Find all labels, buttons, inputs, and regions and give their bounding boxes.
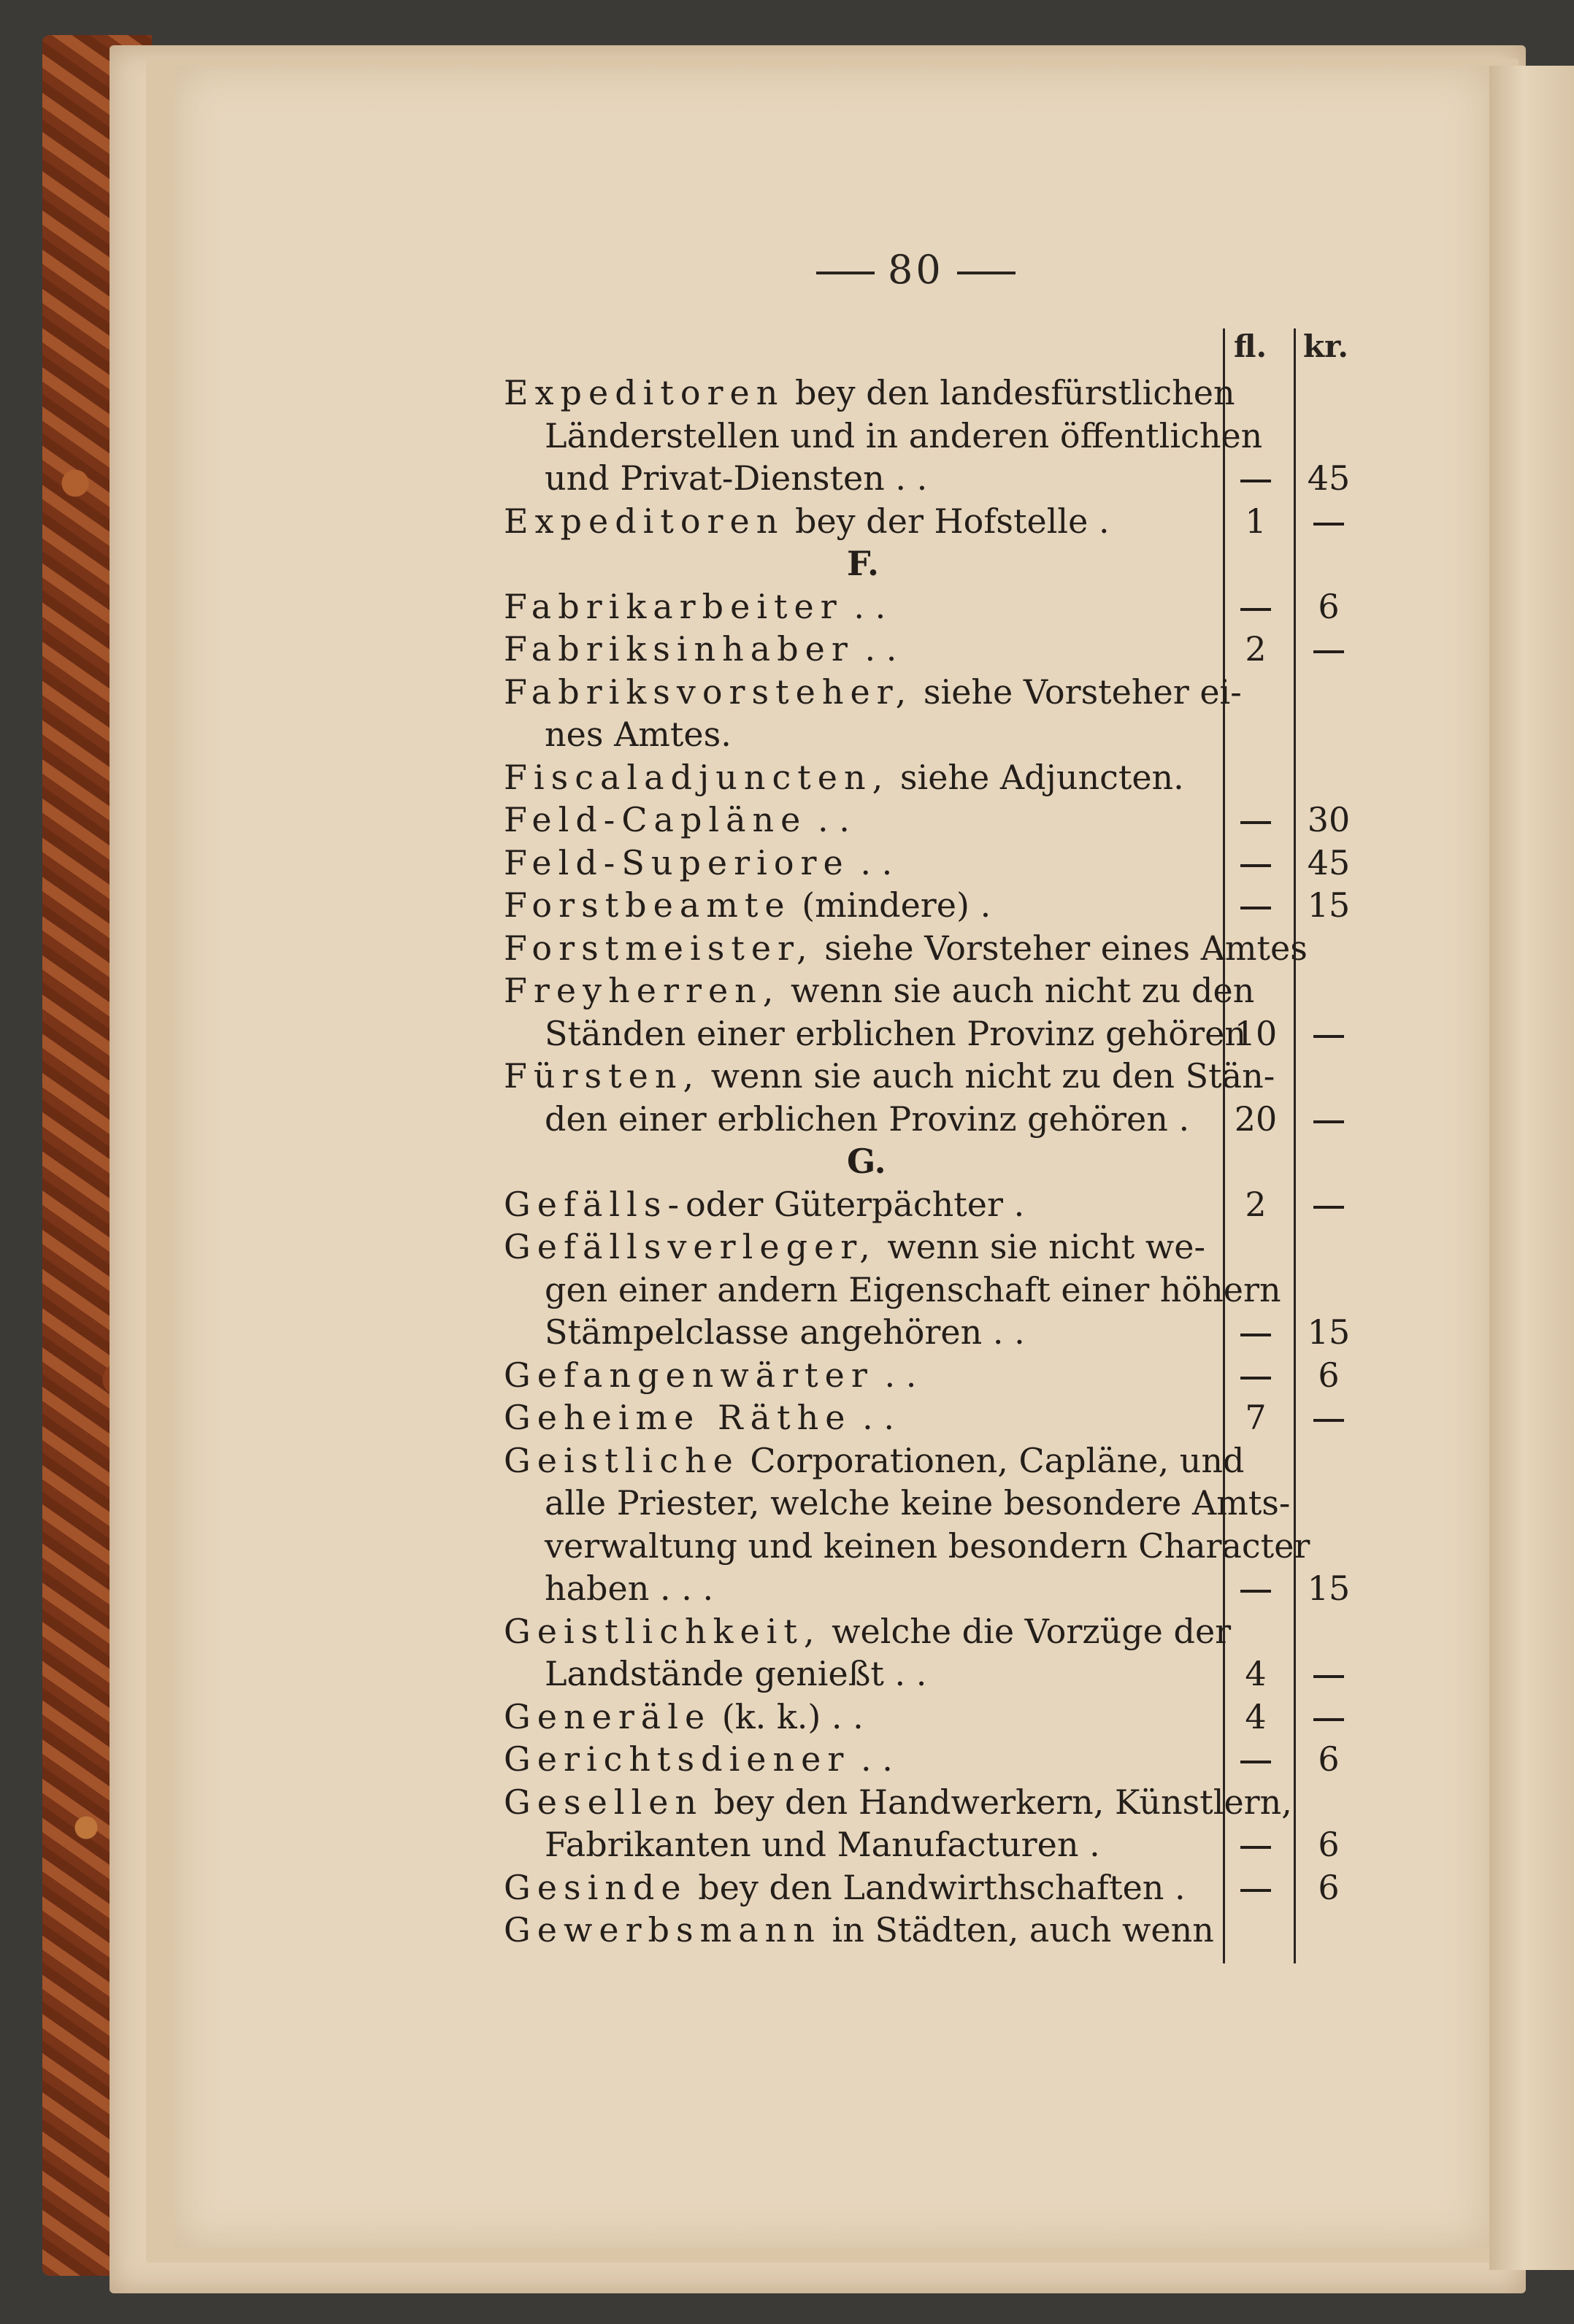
table-row [504, 1696, 1365, 1737]
entry-text [504, 757, 1184, 798]
entry-text [504, 1226, 1205, 1267]
kr-value [1296, 501, 1362, 542]
dash-mark [1240, 1846, 1271, 1849]
fl-value: 4 [1245, 1654, 1267, 1693]
entry-description: Ständen einer erblichen Provinz gehören [545, 1013, 1246, 1053]
fl-value: 7 [1245, 1398, 1267, 1437]
entry-term: Freyherren, [504, 971, 780, 1010]
entry-text [504, 372, 1235, 413]
kr-value: 6 [1318, 1355, 1340, 1395]
dash-mark [1313, 1675, 1344, 1678]
entry-description: und Privat-Diensten . . [545, 458, 928, 498]
fl-value [1226, 1568, 1285, 1609]
kr-value [1296, 628, 1362, 669]
table-row [504, 1867, 1365, 1908]
entry-description: . . [853, 629, 897, 669]
entry-term: Expeditoren [504, 373, 785, 412]
kr-value [1296, 1397, 1362, 1438]
table-row [504, 458, 1365, 499]
table-row [504, 970, 1365, 1011]
fl-value [1226, 799, 1285, 840]
entry-text [545, 1013, 1246, 1054]
entry-description: (k. k.) . . [711, 1696, 864, 1736]
table-row [504, 714, 1365, 755]
entry-text [504, 928, 1308, 969]
entry-description: . . [850, 1739, 893, 1779]
entry-description: wenn sie auch nicht zu den [780, 971, 1255, 1010]
entry-text [504, 1355, 916, 1396]
dash-mark [1313, 1035, 1344, 1038]
kr-value [1296, 1098, 1362, 1139]
kr-value [1296, 1184, 1362, 1225]
fl-value [1226, 1867, 1285, 1908]
dash-mark [1313, 1718, 1344, 1721]
dash-mark [1240, 1334, 1271, 1336]
table-row [504, 1525, 1365, 1566]
entry-text [504, 799, 850, 840]
table-row [504, 1482, 1365, 1523]
table-row [504, 799, 1365, 840]
dash-mark [1313, 1419, 1344, 1422]
kr-value: 15 [1307, 885, 1351, 925]
entry-description: alle Priester, welche keine besondere Amts- [545, 1483, 1291, 1523]
entry-text [545, 1568, 713, 1609]
entry-term: Feld-Superiore [504, 842, 850, 882]
entry-text [545, 415, 1262, 456]
entry-description: . . [842, 586, 886, 626]
entry-term: Generäle [504, 1696, 712, 1736]
entry-text [545, 1098, 1189, 1139]
folio-dash-left [816, 272, 875, 274]
table-row [504, 1653, 1365, 1694]
entry-text [504, 1782, 1292, 1823]
entry-text [504, 586, 886, 627]
entry-term: Fabrikarbeiter [504, 586, 843, 626]
fl-value [1226, 458, 1285, 499]
entry-text [504, 1611, 1231, 1652]
entry-term: Forstmeister, [504, 928, 814, 968]
table-row [504, 628, 1365, 669]
dash-mark [1240, 1761, 1271, 1763]
table-row [504, 885, 1365, 926]
section-heading [504, 1141, 1365, 1182]
table-row [504, 1739, 1365, 1779]
entry-description: haben . . . [545, 1569, 714, 1608]
entry-term: Gesinde [504, 1867, 688, 1907]
entry-description: Stämpelclasse angehören . . [545, 1312, 1025, 1352]
entry-text [545, 1824, 1100, 1865]
fl-value [1226, 1739, 1285, 1779]
entry-description: bey den Landwirthschaften . [687, 1867, 1186, 1907]
entry-description: wenn sie auch nicht zu den Stän- [700, 1056, 1275, 1096]
kr-value [1296, 1696, 1362, 1737]
entry-term: Gewerbsmann [504, 1910, 821, 1950]
entry-text [545, 1482, 1290, 1523]
entry-description: Landstände genießt . . [545, 1654, 927, 1693]
heading-letter: F. [847, 544, 880, 583]
facing-page-edge [1489, 66, 1574, 2270]
kr-value: 30 [1307, 800, 1351, 839]
entry-text [545, 1653, 926, 1694]
entry-description: siehe Vorsteher eines Amtes [813, 928, 1308, 968]
entry-text [504, 1867, 1186, 1908]
fl-value [1226, 885, 1285, 926]
table-row [504, 928, 1365, 969]
entry-description: bey den Handwerkern, Künstlern, [703, 1782, 1292, 1822]
fl-value [1226, 1355, 1285, 1396]
entry-description: in Städten, auch wenn [821, 1910, 1214, 1950]
fl-value: 2 [1245, 1184, 1267, 1224]
table-row [504, 1269, 1365, 1310]
table-row [504, 1611, 1365, 1652]
entry-description: nes Amtes. [545, 715, 732, 754]
fl-value: 10 [1234, 1013, 1278, 1053]
dash-mark [1313, 1120, 1344, 1123]
entry-text [545, 714, 732, 755]
entry-term: Fabriksinhaber [504, 629, 854, 669]
kr-value [1296, 1653, 1362, 1694]
table-row [504, 757, 1365, 798]
fl-value: 20 [1234, 1098, 1278, 1139]
heading-letter: G. [847, 1142, 886, 1181]
entry-description: wenn sie nicht we- [876, 1227, 1206, 1266]
entry-description: bey der Hofstelle . [784, 501, 1110, 541]
entry-text [504, 885, 991, 926]
dash-mark [1240, 821, 1271, 824]
entry-term: Fürsten, [504, 1056, 701, 1096]
table-row [504, 672, 1365, 712]
fl-value [1226, 1824, 1285, 1865]
entry-text [504, 1909, 1214, 1950]
entry-description: . . [851, 1398, 894, 1437]
section-heading [504, 543, 1365, 584]
folio-dash-right [957, 272, 1016, 274]
dash-mark [1313, 523, 1344, 526]
dash-mark [1240, 1590, 1271, 1593]
entry-description: gen einer andern Eigenschaft einer höhern [545, 1269, 1281, 1309]
entry-term: Fiscaladjuncten, [504, 757, 890, 797]
table-row [504, 1397, 1365, 1438]
column-header-fl: fl. [1234, 328, 1267, 364]
entry-description: (mindere) . [791, 885, 991, 925]
entry-term: Geistlichkeit, [504, 1611, 821, 1651]
entry-description: Corporationen, Capläne, und [739, 1440, 1245, 1480]
entry-term: Fabriksvorsteher, [504, 672, 913, 712]
entry-text [504, 970, 1254, 1011]
table-row [504, 1909, 1365, 1950]
entry-text [504, 1739, 893, 1779]
column-header-kr: kr. [1303, 328, 1348, 364]
kr-value: 6 [1318, 1739, 1340, 1779]
table-row [504, 501, 1365, 542]
entry-term: Forstbeamte [504, 885, 791, 925]
entry-term: Gefangenwärter [504, 1355, 874, 1395]
kr-value: 6 [1318, 586, 1340, 626]
entry-description: oder Güterpächter . [686, 1184, 1025, 1224]
entry-description: . . [873, 1355, 917, 1395]
entry-term: Gefälls- [504, 1184, 686, 1224]
entry-term: Geheime Räthe [504, 1398, 852, 1437]
table-row [504, 1098, 1365, 1139]
entry-term: Expeditoren [504, 501, 785, 541]
fl-value [1226, 842, 1285, 883]
fl-value [1226, 1312, 1285, 1353]
page-number [803, 247, 1029, 293]
entry-description: . . [849, 842, 893, 882]
entry-text [504, 1397, 894, 1438]
entry-text [504, 501, 1110, 542]
fl-value: 1 [1245, 501, 1267, 541]
folio-text: 80 [888, 247, 944, 293]
dash-mark [1240, 1377, 1271, 1380]
dash-mark [1240, 480, 1271, 482]
entry-description: siehe Adjuncten. [889, 757, 1184, 797]
entry-description: . . [807, 800, 850, 839]
table-row [504, 1355, 1365, 1396]
table-row [504, 1184, 1365, 1225]
kr-value: 6 [1318, 1867, 1340, 1907]
entry-term: Geistliche [504, 1440, 740, 1480]
table-row [504, 1312, 1365, 1353]
entry-text [504, 1184, 1024, 1225]
table-row [504, 1013, 1365, 1054]
dash-mark [1240, 608, 1271, 611]
entry-description: den einer erblichen Provinz gehören . [545, 1098, 1190, 1139]
dash-mark [1313, 1206, 1344, 1209]
table-row [504, 1055, 1365, 1096]
entry-term: Gefällsverleger, [504, 1227, 877, 1266]
table-row [504, 1824, 1365, 1865]
entry-description: Länderstellen und in anderen öffentlichen [545, 415, 1263, 455]
kr-value: 15 [1307, 1569, 1351, 1608]
entry-text [504, 672, 1242, 712]
entry-term: Gesellen [504, 1782, 704, 1822]
fl-value: 2 [1245, 629, 1267, 669]
kr-value [1296, 1013, 1362, 1054]
table-row [504, 415, 1365, 456]
entry-text [545, 1312, 1025, 1353]
entry-text [545, 458, 927, 499]
kr-value: 15 [1307, 1312, 1351, 1352]
fl-value [1226, 586, 1285, 627]
fl-value: 4 [1245, 1696, 1267, 1736]
entry-text [504, 1055, 1275, 1096]
entry-description: Fabrikanten und Manufacturen . [545, 1825, 1100, 1864]
kr-value: 6 [1318, 1825, 1340, 1864]
entry-text [504, 628, 897, 669]
entry-term: Feld-Capläne [504, 800, 807, 839]
table-row [504, 842, 1365, 883]
dash-mark [1240, 1889, 1271, 1892]
entry-description: siehe Vorsteher ei- [913, 672, 1242, 712]
kr-value: 45 [1307, 842, 1351, 882]
table-row [504, 1782, 1365, 1823]
entry-text [504, 1696, 864, 1737]
table-row [504, 372, 1365, 413]
dash-mark [1313, 650, 1344, 653]
dash-mark [1240, 907, 1271, 909]
entry-text [504, 1440, 1244, 1481]
table-row [504, 1226, 1365, 1267]
entry-term: Gerichtsdiener [504, 1739, 851, 1779]
entry-text [545, 1269, 1281, 1310]
table-row [504, 1440, 1365, 1481]
table-row [504, 1568, 1365, 1609]
dash-mark [1240, 864, 1271, 867]
entry-description: welche die Vorzüge der [821, 1611, 1232, 1651]
entry-text [504, 842, 892, 883]
entry-description: verwaltung und keinen besondern Character [545, 1525, 1310, 1566]
entry-text [545, 1525, 1310, 1566]
kr-value: 45 [1307, 458, 1351, 498]
entry-description: bey den landesfürstlichen [784, 373, 1235, 412]
table-row [504, 586, 1365, 627]
